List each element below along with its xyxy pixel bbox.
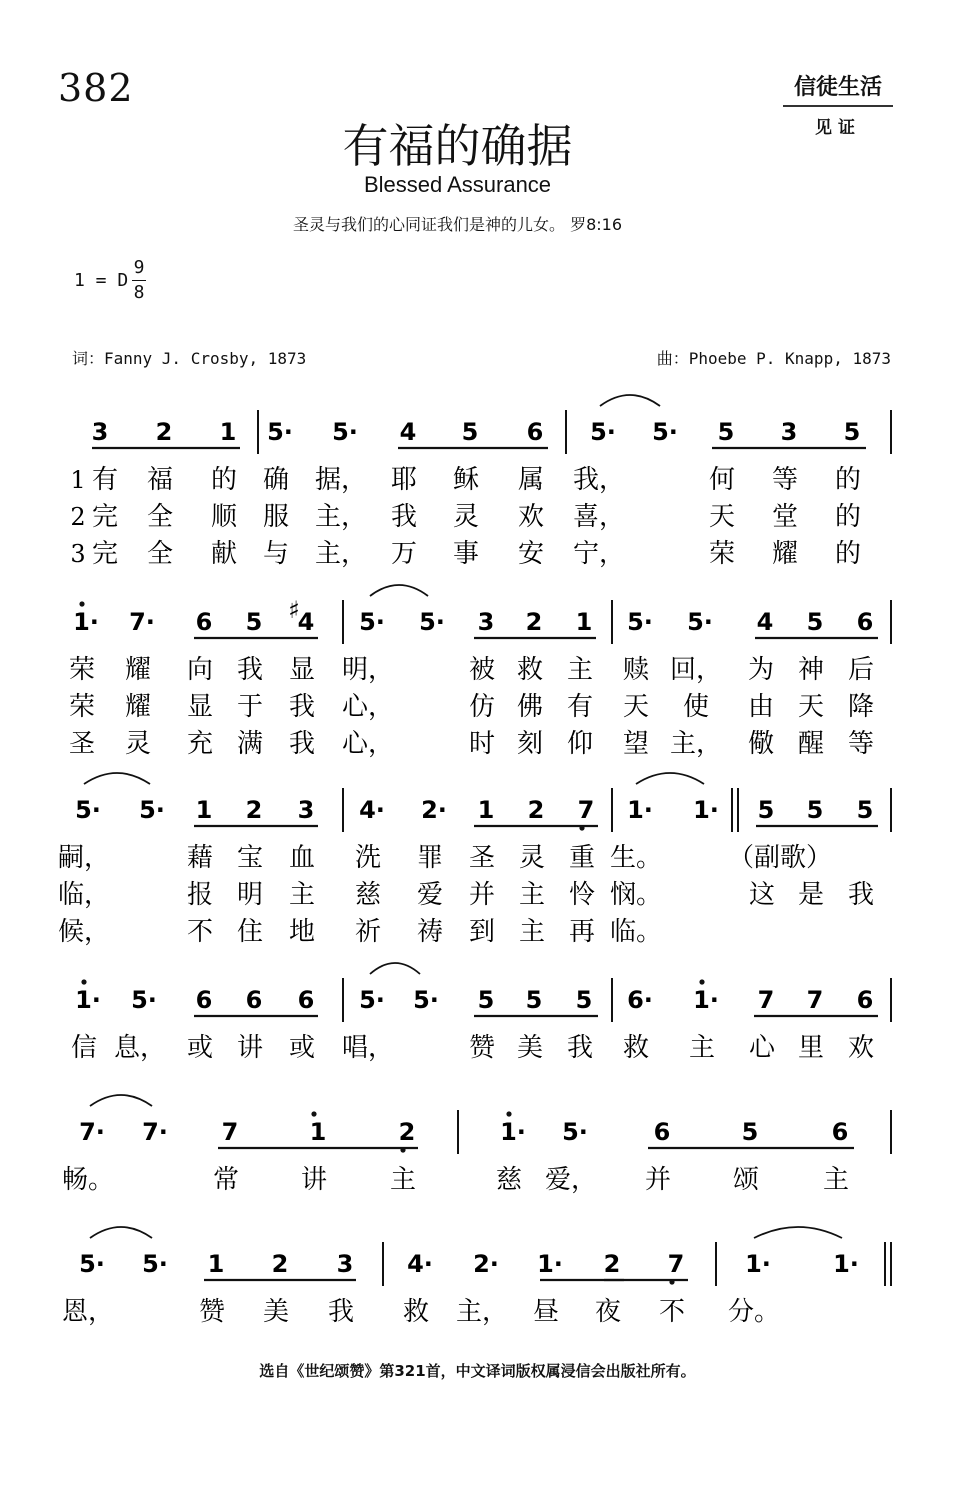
- jianpu-note: 1·: [73, 608, 99, 636]
- lyric-syllable: 天: [622, 692, 650, 722]
- jianpu-note: 1: [309, 1118, 327, 1146]
- key-signature: 1 = D: [74, 270, 129, 291]
- lyric-syllable: 全: [146, 539, 174, 569]
- lyric-syllable: 住: [236, 917, 264, 947]
- copyright-footer: 选自《世纪颂赞》第321首，中文译词版权属浸信会出版社所有。: [259, 1362, 696, 1380]
- jianpu-note: 2: [155, 418, 173, 446]
- octave-dot-high: [699, 979, 704, 984]
- lyric-syllable: 灵: [124, 729, 152, 759]
- lyric-syllable: 堂: [771, 502, 799, 532]
- slur: [90, 1227, 152, 1238]
- lyric-syllable: 我: [566, 1033, 594, 1063]
- lyric-syllable: 主: [822, 1165, 850, 1195]
- lyric-syllable: 赞: [468, 1033, 496, 1063]
- lyric-syllable: 荣: [68, 655, 96, 685]
- lyric-syllable: 不: [186, 917, 214, 947]
- lyric-syllable: 息，: [113, 1033, 167, 1063]
- lyric-syllable: 昼: [532, 1297, 560, 1327]
- lyric-syllable: 嗣，: [57, 843, 111, 873]
- jianpu-note: 7: [806, 986, 824, 1014]
- jianpu-note: 1·: [693, 986, 719, 1014]
- lyric-syllable: 悯。: [609, 880, 663, 910]
- jianpu-note: 6: [831, 1118, 849, 1146]
- lyric-syllable: 主，: [314, 502, 368, 532]
- octave-dot-high: [506, 1111, 511, 1116]
- jianpu-note: 1: [195, 796, 213, 824]
- jianpu-note: 5·: [131, 986, 157, 1014]
- jianpu-note: 5·: [267, 418, 293, 446]
- lyric-syllable: 使: [682, 692, 710, 722]
- lyric-syllable: 何: [708, 465, 736, 495]
- jianpu-note: 5: [245, 608, 263, 636]
- lyric-syllable: 献: [210, 539, 238, 569]
- lyric-syllable: 主，: [314, 539, 368, 569]
- jianpu-note: 3: [477, 608, 495, 636]
- slur: [84, 773, 150, 784]
- jianpu-note: 6: [195, 608, 213, 636]
- jianpu-note: 3: [297, 796, 315, 824]
- jianpu-note: 1·: [627, 796, 653, 824]
- lyric-syllable: 服: [262, 502, 290, 532]
- lyric-syllable: 等: [847, 729, 875, 759]
- slur: [90, 1095, 152, 1106]
- jianpu-note: 1: [477, 796, 495, 824]
- lyric-syllable: 我: [390, 502, 418, 532]
- slur: [370, 585, 428, 596]
- lyric-syllable: 爱: [416, 880, 444, 910]
- jianpu-note: 5·: [75, 796, 101, 824]
- slur: [370, 963, 420, 974]
- jianpu-note: 7·: [79, 1118, 105, 1146]
- lyric-syllable: 分。: [727, 1297, 781, 1327]
- jianpu-note: 5·: [332, 418, 358, 446]
- jianpu-note: 2: [527, 796, 545, 824]
- lyric-syllable: 或: [288, 1033, 316, 1063]
- jianpu-note: 1: [207, 1250, 225, 1278]
- jianpu-note: 2: [398, 1118, 416, 1146]
- lyric-syllable: 顺: [210, 502, 238, 532]
- category-label: 信徒生活: [783, 70, 893, 107]
- lyric-syllable: 主，: [455, 1297, 509, 1327]
- lyric-syllable: 安: [517, 539, 545, 569]
- jianpu-note: 6: [856, 986, 874, 1014]
- lyric-syllable: 夜: [594, 1297, 622, 1327]
- lyric-syllable: 佛: [516, 692, 544, 722]
- jianpu-note: 2: [603, 1250, 621, 1278]
- lyric-syllable: 稣: [452, 465, 480, 495]
- time-signature-top: 9: [133, 257, 145, 278]
- lyric-syllable: 到: [468, 917, 496, 947]
- octave-dot-high: [79, 601, 84, 606]
- lyric-syllable: 心: [748, 1033, 776, 1063]
- lyric-syllable: 心，: [341, 692, 395, 722]
- jianpu-note: 7: [757, 986, 775, 1014]
- lyric-syllable: 确: [262, 465, 290, 495]
- lyric-syllable: 等: [771, 465, 799, 495]
- slur: [754, 1227, 842, 1238]
- lyric-syllable: 与: [262, 539, 290, 569]
- lyric-syllable: 全: [146, 502, 174, 532]
- lyric-syllable: 报: [186, 880, 214, 910]
- lyric-syllable: 临，: [57, 880, 111, 910]
- lyric-syllable: 福: [146, 465, 174, 495]
- jianpu-note: 5: [525, 986, 543, 1014]
- lyric-syllable: 常: [212, 1165, 240, 1195]
- jianpu-note: 2: [525, 608, 543, 636]
- lyric-syllable: 颂: [732, 1165, 760, 1195]
- lyric-syllable: 明: [236, 880, 264, 910]
- lyric-syllable: 耀: [124, 655, 152, 685]
- lyric-syllable: 并: [644, 1165, 672, 1195]
- jianpu-note: 5: [843, 418, 861, 446]
- lyric-syllable: 回，: [669, 655, 723, 685]
- lyric-syllable: 的: [834, 502, 862, 532]
- lyric-syllable: 信: [70, 1033, 98, 1063]
- jianpu-note: 1·: [745, 1250, 771, 1278]
- lyric-syllable: 望: [622, 729, 650, 759]
- lyric-syllable: 生。: [609, 843, 663, 873]
- slur: [636, 773, 704, 784]
- lyric-syllable: 讲: [300, 1165, 328, 1195]
- lyric-syllable: 的: [210, 465, 238, 495]
- lyric-syllable: 耀: [771, 539, 799, 569]
- lyric-syllable: 向: [186, 655, 214, 685]
- lyric-syllable: 救: [402, 1297, 430, 1327]
- lyric-syllable: 救: [516, 655, 544, 685]
- lyric-syllable: 地: [288, 917, 316, 947]
- jianpu-note: 2: [271, 1250, 289, 1278]
- lyric-syllable: 主，: [669, 729, 723, 759]
- jianpu-note: 4·: [359, 796, 385, 824]
- lyric-syllable: 神: [797, 655, 825, 685]
- jianpu-note: 5·: [419, 608, 445, 636]
- lyric-syllable: 心，: [341, 729, 395, 759]
- jianpu-note: 4: [399, 418, 417, 446]
- lyric-syllable: 万: [390, 539, 418, 569]
- lyric-syllable: 显: [186, 692, 214, 722]
- lyric-syllable: 候，: [57, 917, 111, 947]
- sharp-sign: ♯: [288, 596, 300, 624]
- lyric-syllable: 里: [797, 1033, 825, 1063]
- jianpu-note: 1·: [500, 1118, 526, 1146]
- lyric-syllable: 赞: [198, 1297, 226, 1327]
- lyric-syllable: 讲: [236, 1033, 264, 1063]
- jianpu-note: 4: [756, 608, 774, 636]
- verse-number: 3: [70, 540, 86, 568]
- lyric-syllable: 再: [568, 917, 596, 947]
- lyric-syllable: 不: [658, 1297, 686, 1327]
- jianpu-note: 6: [856, 608, 874, 636]
- lyric-syllable: 我: [847, 880, 875, 910]
- lyric-syllable: 被: [468, 655, 496, 685]
- jianpu-note: 3: [91, 418, 109, 446]
- lyric-syllable: 属: [517, 465, 545, 495]
- lyric-syllable: 主: [518, 917, 546, 947]
- lyric-syllable: 完: [92, 539, 119, 569]
- lyric-syllable: 主: [566, 655, 594, 685]
- jianpu-note: 4: [297, 608, 315, 636]
- lyric-syllable: 慈: [354, 880, 382, 910]
- lyric-syllable: 慈: [495, 1165, 523, 1195]
- jianpu-note: 5: [806, 796, 824, 824]
- jianpu-note: 3: [780, 418, 798, 446]
- jianpu-note: 7: [577, 796, 595, 824]
- lyric-syllable: 天: [797, 692, 825, 722]
- lyric-syllable: 宁，: [572, 539, 626, 569]
- lyric-syllable: 美: [262, 1297, 290, 1327]
- lyric-syllable: 儆: [747, 729, 775, 759]
- lyric-syllable: 洗: [354, 843, 382, 873]
- lyric-syllable: 由: [747, 692, 775, 722]
- lyric-syllable: 仰: [566, 729, 594, 759]
- jianpu-note: 5·: [687, 608, 713, 636]
- lyric-syllable: 祷: [416, 917, 444, 947]
- jianpu-note: 5·: [359, 608, 385, 636]
- jianpu-note: 6: [653, 1118, 671, 1146]
- title-chinese: 有福的确据: [342, 119, 573, 173]
- lyric-syllable: 重: [568, 843, 596, 873]
- jianpu-note: 6: [245, 986, 263, 1014]
- jianpu-note: 2·: [473, 1250, 499, 1278]
- lyric-syllable: 临。: [609, 917, 663, 947]
- lyric-syllable: 欢: [517, 502, 545, 532]
- lyric-syllable: 圣: [68, 729, 96, 759]
- lyric-syllable: 耶: [390, 465, 418, 495]
- lyric-syllable: 主: [688, 1033, 716, 1063]
- jianpu-note: 1: [219, 418, 237, 446]
- lyric-syllable: 有: [92, 465, 119, 495]
- jianpu-note: 5: [741, 1118, 759, 1146]
- jianpu-note: 6: [526, 418, 544, 446]
- lyric-syllable: 显: [288, 655, 316, 685]
- lyric-syllable: 我: [288, 692, 316, 722]
- lyric-syllable: 完: [92, 502, 119, 532]
- jianpu-note: 5·: [413, 986, 439, 1014]
- lyric-syllable: 祈: [354, 917, 382, 947]
- jianpu-note: 5·: [142, 1250, 168, 1278]
- composer-credit: 曲：Phoebe P. Knapp, 1873: [656, 349, 891, 368]
- jianpu-note: 6·: [627, 986, 653, 1014]
- jianpu-note: 1·: [833, 1250, 859, 1278]
- jianpu-note: 1·: [537, 1250, 563, 1278]
- lyric-syllable: 我: [327, 1297, 355, 1327]
- lyric-syllable: 为: [747, 655, 775, 685]
- jianpu-note: 6: [195, 986, 213, 1014]
- jianpu-note: 2: [245, 796, 263, 824]
- lyric-syllable: 耀: [124, 692, 152, 722]
- time-signature-bottom: 8: [133, 282, 145, 303]
- octave-dot-high: [81, 979, 86, 984]
- jianpu-note: 1·: [693, 796, 719, 824]
- title-english: Blessed Assurance: [363, 172, 552, 197]
- jianpu-note: 5·: [562, 1118, 588, 1146]
- jianpu-note: 5·: [652, 418, 678, 446]
- lyric-syllable: 满: [236, 729, 264, 759]
- jianpu-note: 6: [297, 986, 315, 1014]
- jianpu-note: 5: [717, 418, 735, 446]
- jianpu-note: 1: [575, 608, 593, 636]
- jianpu-note: 7: [667, 1250, 685, 1278]
- lyric-syllable: 降: [847, 692, 875, 722]
- lyric-syllable: 灵: [518, 843, 546, 873]
- lyric-syllable: 爱，: [544, 1165, 598, 1195]
- lyric-syllable: 于: [236, 692, 264, 722]
- lyric-syllable: 我: [288, 729, 316, 759]
- jianpu-note: 7·: [129, 608, 155, 636]
- lyric-syllable: 时: [468, 729, 496, 759]
- lyric-syllable: 荣: [708, 539, 736, 569]
- lyric-syllable: 或: [186, 1033, 214, 1063]
- lyric-syllable: 我，: [572, 465, 626, 495]
- lyric-syllable: 灵: [452, 502, 480, 532]
- lyric-syllable: 主: [288, 880, 316, 910]
- lyric-syllable: 醒: [797, 729, 825, 759]
- lyric-syllable: 藉: [186, 843, 214, 873]
- verse-number: 1: [70, 466, 86, 494]
- lyric-syllable: 后: [847, 655, 875, 685]
- jianpu-note: 4·: [407, 1250, 433, 1278]
- lyric-syllable: 充: [186, 729, 214, 759]
- lyric-syllable: 畅。: [61, 1165, 115, 1195]
- lyric-syllable: 的: [834, 465, 862, 495]
- slur: [600, 395, 660, 406]
- lyric-syllable: 我: [236, 655, 264, 685]
- jianpu-note: 5: [575, 986, 593, 1014]
- hymn-number: 382: [58, 66, 134, 110]
- lyric-syllable: 天: [708, 502, 736, 532]
- lyric-syllable: 圣: [468, 843, 496, 873]
- jianpu-note: 7: [221, 1118, 239, 1146]
- lyric-syllable: 据，: [314, 465, 368, 495]
- octave-dot-high: [311, 1111, 316, 1116]
- jianpu-note: 5·: [139, 796, 165, 824]
- jianpu-note: 5: [806, 608, 824, 636]
- jianpu-note: 5·: [590, 418, 616, 446]
- subcategory-label: 见证: [815, 118, 861, 138]
- lyric-syllable: 仿: [468, 692, 496, 722]
- lyric-syllable: 美: [516, 1033, 544, 1063]
- jianpu-note: 5: [477, 986, 495, 1014]
- scripture-verse: 圣灵与我们的心同证我们是神的儿女。 罗8:16: [292, 215, 623, 234]
- lyric-syllable: 赎: [622, 655, 650, 685]
- jianpu-note: 5: [856, 796, 874, 824]
- jianpu-note: 5·: [359, 986, 385, 1014]
- lyric-syllable: 主: [518, 880, 546, 910]
- jianpu-note: 5·: [79, 1250, 105, 1278]
- jianpu-note: 5: [757, 796, 775, 824]
- jianpu-note: 3: [336, 1250, 354, 1278]
- lyric-syllable: 唱，: [341, 1033, 395, 1063]
- lyric-syllable: 明，: [341, 655, 395, 685]
- lyric-syllable: 的: [834, 539, 862, 569]
- lyric-syllable: 事: [452, 539, 480, 569]
- lyric-syllable: 主: [389, 1165, 417, 1195]
- lyric-syllable: 血: [288, 843, 316, 873]
- lyric-syllable: 荣: [68, 692, 96, 722]
- lyric-syllable: 欢: [847, 1033, 875, 1063]
- lyric-syllable: 宝: [236, 843, 264, 873]
- lyric-syllable: 罪: [416, 843, 444, 873]
- jianpu-note: 2·: [421, 796, 447, 824]
- jianpu-note: 7·: [142, 1118, 168, 1146]
- lyric-syllable: 恩，: [61, 1297, 115, 1327]
- lyric-syllable: 并: [468, 880, 496, 910]
- lyric-syllable: 救: [622, 1033, 650, 1063]
- lyric-syllable: 刻: [516, 729, 544, 759]
- verse-number: 2: [70, 503, 86, 531]
- lyricist-credit: 词：Fanny J. Crosby, 1873: [72, 349, 307, 368]
- lyric-syllable: 喜，: [572, 502, 626, 532]
- lyric-syllable: 有: [566, 692, 594, 722]
- lyric-syllable: 是: [797, 880, 825, 910]
- jianpu-note: 1·: [75, 986, 101, 1014]
- jianpu-note: 5: [461, 418, 479, 446]
- chorus-label: （副歌）: [727, 843, 833, 873]
- jianpu-note: 5·: [627, 608, 653, 636]
- lyric-syllable: 这: [748, 880, 776, 910]
- lyric-syllable: 怜: [568, 880, 596, 910]
